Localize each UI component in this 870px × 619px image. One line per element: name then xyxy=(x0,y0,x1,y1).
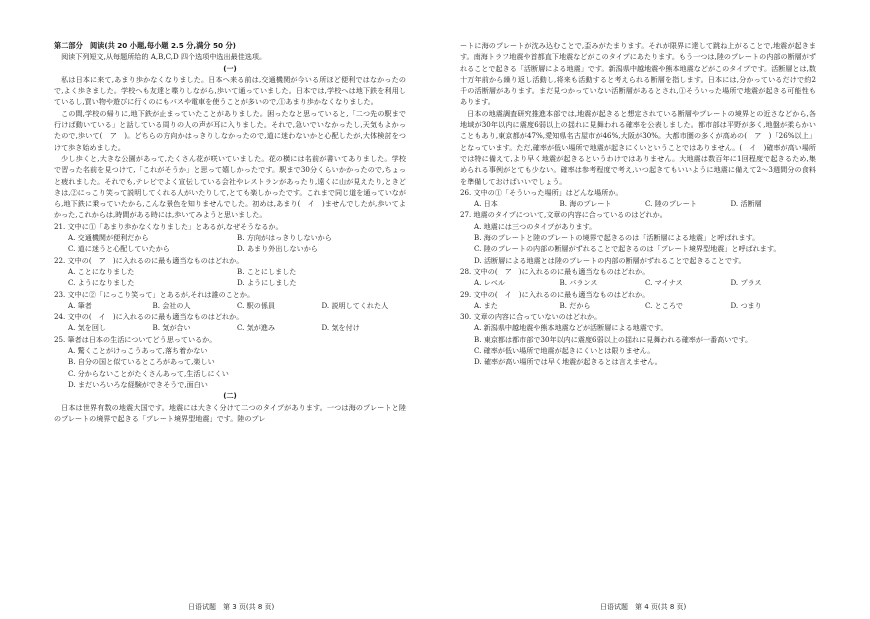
answer-option: D. まだいろいろな経験ができそうで,面白い xyxy=(68,379,208,389)
answer-option: A. また xyxy=(474,300,498,310)
right-column xyxy=(460,40,816,368)
question-stem: 25. 筆者は日本の生活についてどう思っているか。 xyxy=(54,334,217,344)
option-row xyxy=(54,243,406,254)
answer-option: A. 交通機関が便利だから xyxy=(68,233,149,243)
paragraph: 日本の地震調査研究推進本部では,地震が起きると想定されている断層やプレートの境界との近さなどから,各地域が30年以内に震度6弱以上の揺れに見舞われる確率を公表しました。都市部は平野が多く,地盤が柔らかいこともあり,東京都が47%,愛知県名古屋市が46%,大阪が30%。大都市圏の多くが高めの( ア )「26%以上」となっています。ただ,確率が低い場所で地震が起きにくいということではありません。( イ )確率が高い場所では特に備えて,より早く地震が起きるというわけではありません。大地震は数百年に1回程度で起きるため,集められる事例がとても少ない。確率は参考程度で考え,いつ起きてもいいように地震に備えて2〜3週間分の食料を準備しておけばいいでしょう。 xyxy=(460,108,816,186)
answer-option: D. 説明してくれた人 xyxy=(321,300,389,310)
answer-option: A. 驚くことがけっこうあって,落ち着かない xyxy=(68,346,208,356)
answer-option: D. 気を付け xyxy=(321,323,360,333)
question-stem: 29. 文中の( イ )に入れるのに最も適当なものはどれか。 xyxy=(460,289,650,299)
question-stem: 30. 文章の内容に合っていないのはどれか。 xyxy=(460,312,602,322)
answer-option: C. ようになりました xyxy=(68,278,135,288)
paragraph: ートに海のプレートが沈み込むことで,歪みがたまります。それが限界に達して跳ね上がることで,地震が起きます。南海トラフ地震や首都直下地震などがこのタイプにあたります。もう一つは,陸のプレートの内部の断層がずれることで起きる「活断層による地震」です。新潟県中越地震や熊本地震などがこのタイプです。活断層とは,数十万年前から繰り返し活動し,将来も活動すると考えられる断層を指します。日本には,分かっているだけで約2千の活断層があります。まだ見つかっていない活断層があるとされ,①そういった場所で地震が起きる可能性もあります。 xyxy=(460,41,816,107)
answer-option: B. 会社の人 xyxy=(152,300,191,310)
question-stem: 27. 地震のタイプについて,文章の内容に合っているのはどれか。 xyxy=(460,210,667,220)
answer-option: D. 活断層 xyxy=(730,199,762,209)
question-stem: 28. 文中の( ア )に入れるのに最も適当なものはどれか。 xyxy=(460,266,650,276)
question-stem: 26. 文中の①「そういった場所」はどんな場所か。 xyxy=(460,187,623,197)
paragraph: この間,学校の帰りに,地下鉄が止まっていたことがありました。困ったなと思っていると,「二つ先の駅まで行けば動いている」と話している周りの人の声が耳に入りました。それで,急いでいなかったし,天気もよかったので,歩いて( ア )。どちらの方向かはっきりしなかったので,道に迷わないかと心配したが,大体検討をつけて歩き始めました。 xyxy=(54,108,406,152)
answer-option: D. ようにしました xyxy=(237,278,297,288)
answer-option: A. 筆者 xyxy=(68,300,92,310)
passage-2 xyxy=(460,40,816,187)
answer-option: D. あまり外出しないから xyxy=(237,244,318,254)
question-stem: 21. 文中に①「あまり歩かなくなりました」とあるが,なぜそうなるか。 xyxy=(54,221,283,231)
answer-option: A. 気を回し xyxy=(68,323,107,333)
answer-option: A. レベル xyxy=(474,278,505,288)
option-row xyxy=(54,266,406,277)
answer-option: B. 東京都は都市部で30年以内に震度6弱以上の揺れに見舞われる確率が一番高いです。 xyxy=(474,334,753,344)
option-row xyxy=(460,198,816,209)
answer-option: B. 方向がはっきりしないから xyxy=(237,233,332,243)
answer-option: A. 新潟県中越地震や熊本地震などが活断層による地震です。 xyxy=(474,323,668,333)
answer-option: B. だから xyxy=(559,300,591,310)
answer-option: C. 確率が低い場所で地震が起きにくいとは限りません。 xyxy=(474,346,655,356)
answer-option: A. 日本 xyxy=(474,199,498,209)
answer-option: C. マイナス xyxy=(645,278,683,288)
answer-option: D. つまり xyxy=(730,300,762,310)
question-list-right xyxy=(460,187,816,368)
option-row xyxy=(460,300,816,311)
paragraph: 私は日本に来て,あまり歩かなくなりました。日本へ来る前は,交通機関が今いる所ほど便利ではなかったので,よく歩きました。学校へも友達と喋りしながら,歩いて通っていました。日本では,学校へは地下鉄を利用しているし,買い物や遊びに行くのにもバスや電車を使うことが多いので,①あまり歩かなくなりました。 xyxy=(54,74,406,107)
section-title-2: (二) xyxy=(223,391,237,401)
answer-option: B. 海のプレート xyxy=(559,199,612,209)
answer-option: A. 地震には三つのタイプがあります。 xyxy=(474,221,597,231)
instruction: 阅读下列短文,从每题所给的 A,B,C,D 四个选项中选出最佳选项。 xyxy=(61,52,267,62)
section-title-1: (一) xyxy=(223,63,237,73)
question-stem: 23. 文中に②「にっこり笑って」とあるが,それは誰のことか。 xyxy=(54,289,255,299)
answer-option: C. 道に迷うと心配していたから xyxy=(68,244,170,254)
option-row xyxy=(54,300,406,311)
option-row xyxy=(54,232,406,243)
page-footer-right: 日语试题 第 4 页(共 8 页) xyxy=(600,603,687,611)
paragraph: 日本は世界有数の地震大国です。地震には大きく分けて二つのタイプがあります。一つは海のプレートと陸のプレートの境界で起きる「プレート境界型地震」です。陸のプレ xyxy=(54,402,406,423)
answer-option: D. プラス xyxy=(730,278,762,288)
answer-option: C. 駅の係員 xyxy=(237,300,276,310)
answer-option: A. ことになりました xyxy=(68,266,135,276)
paragraph: 少し歩くと,大きな公園があって,たくさん花が咲いていました。花の横には名前が書いてありました。学校で習った名前を見つけて,「これがそうか」と思って嬉しかったです。駅まで30分くらいかかったので,ちょっと疲れました。それでも,テレビでよく宣伝している会社やレストランがあったり,遠くに山が見えたり,ときどきは,②にっこり笑って説明してくれる人がいたりして,とても楽しかったです。これまで同じ道を通っていながら,地下鉄に乗っていたから,こんな景色を知りませんでした。初めは,あまり( イ )ませんでしたが,歩いてよかった,これからは,時間がある時には,歩いてみようと思いました。 xyxy=(54,153,406,220)
answer-option: D. 活断層による地震とは陸のプレートの内部の断層がずれることで起きることです。 xyxy=(474,255,746,265)
passage-1 xyxy=(54,74,406,221)
part-header: 第二部分 阅读(共 20 小题,每小题 2.5 分,满分 50 分) xyxy=(54,41,236,50)
question-stem: 22. 文中の( ア )に入れるのに最も適当なものはどれか。 xyxy=(54,255,244,265)
option-row xyxy=(54,322,406,333)
option-row xyxy=(54,277,406,288)
answer-option: B. 気が合い xyxy=(152,323,191,333)
question-list-left xyxy=(54,221,406,390)
question-stem: 24. 文中の( イ )に入れるのに最も適当なものはどれか。 xyxy=(54,312,244,322)
page-footer-left: 日语试题 第 3 页(共 8 页) xyxy=(188,603,275,611)
answer-option: B. バランス xyxy=(559,278,598,288)
left-column xyxy=(54,40,406,424)
answer-option: B. 海のプレートと陸のプレートの境界で起きるのは「活断層による地震」と呼ばれます。 xyxy=(474,233,760,243)
answer-option: C. ところで xyxy=(645,300,683,310)
answer-option: B. 自分の国と似ているところがあって,楽しい xyxy=(68,357,215,367)
answer-option: B. ことにしました xyxy=(237,266,297,276)
answer-option: C. 陸のプレートの内部の断層がずれることで起きるのは「プレート境界型地震」と呼ばれます。 xyxy=(474,244,781,254)
answer-option: C. 分からないことがたくさんあって,生活しにくい xyxy=(68,368,229,378)
answer-option: C. 気が進み xyxy=(237,323,276,333)
answer-option: C. 陸のプレート xyxy=(645,199,697,209)
option-row xyxy=(460,277,816,288)
answer-option: D. 確率が高い場所では早く地震が起きるとは言えません。 xyxy=(474,357,662,367)
